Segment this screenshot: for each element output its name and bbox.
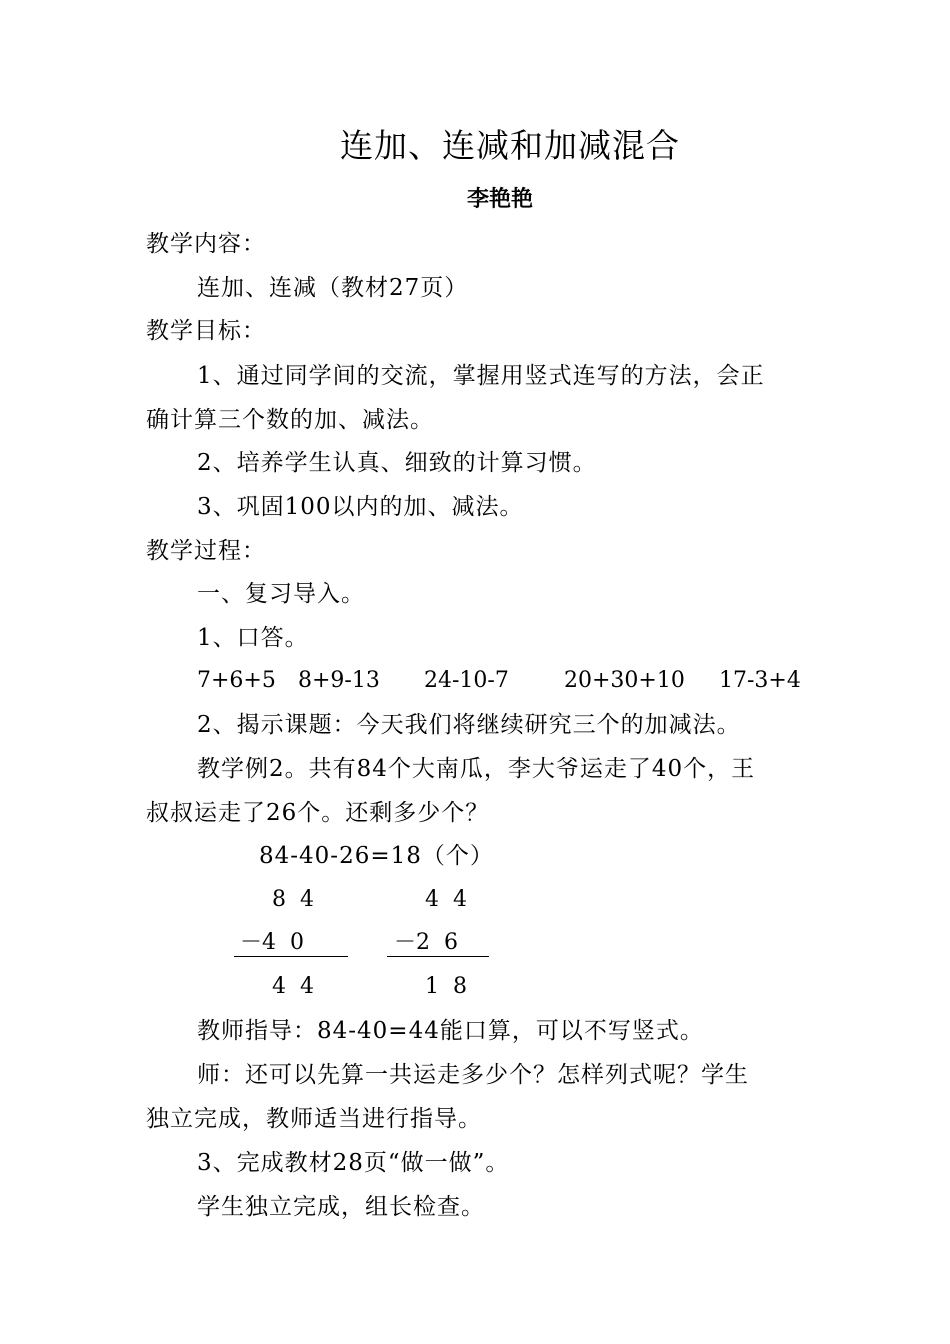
vertical-left-result: 4 4 [272,974,314,999]
mental-math-item: 7+6+5 [197,668,276,693]
teacher-question-line-2: 独立完成，教师适当进行指导。 [146,1106,482,1132]
document-title: 连加、连减和加减混合 [340,126,680,165]
teaching-process-heading: 教学过程： [146,538,266,564]
author-name: 李艳艳 [466,187,533,212]
goal-2: 2、培养学生认真、细致的计算习惯。 [197,450,597,476]
vertical-right-result: 1 8 [425,974,467,999]
mental-math-item: 20+30+10 [564,668,685,693]
goal-1-line-1: 1、通过同学间的交流，掌握用竖式连写的方法，会正 [197,363,765,389]
vertical-right-top: 4 4 [425,887,467,912]
teacher-question-line-1: 师：还可以先算一共运走多少个？怎样列式呢？学生 [197,1062,749,1088]
teacher-guidance: 教师指导：84-40=44能口算，可以不写竖式。 [197,1018,704,1044]
example-2-line-2: 叔叔运走了26个。还剩多少个？ [146,800,490,826]
student-check: 学生独立完成，组长检查。 [197,1194,485,1220]
teaching-content-text: 连加、连减（教材27页） [197,275,469,301]
goal-3: 3、巩固100以内的加、减法。 [197,494,524,520]
goal-1-line-2: 确计算三个数的加、减法。 [146,407,434,433]
vertical-right-rule [387,956,489,957]
exercise-item-3: 3、完成教材28页“做一做”。 [197,1150,510,1176]
equation: 84-40-26=18（个） [259,843,494,869]
reveal-topic: 2、揭示课题：今天我们将继续研究三个的加减法。 [197,712,741,738]
vertical-left-rule [234,956,348,957]
teaching-content-heading: 教学内容： [146,231,266,257]
review-intro: 一、复习导入。 [197,581,365,607]
mental-math-item: 8+9-13 [298,668,380,693]
mental-math-item: 24-10-7 [424,668,509,693]
teaching-goals-heading: 教学目标： [146,318,266,344]
vertical-left-sub: －4 0 [240,930,304,955]
example-2-line-1: 教学例2。共有84个大南瓜，李大爷运走了40个，王 [197,756,756,782]
mental-math-item: 17-3+4 [719,668,801,693]
oral-answer: 1、口答。 [197,625,309,651]
vertical-right-sub: －2 6 [394,930,458,955]
vertical-left-top: 8 4 [272,887,314,912]
